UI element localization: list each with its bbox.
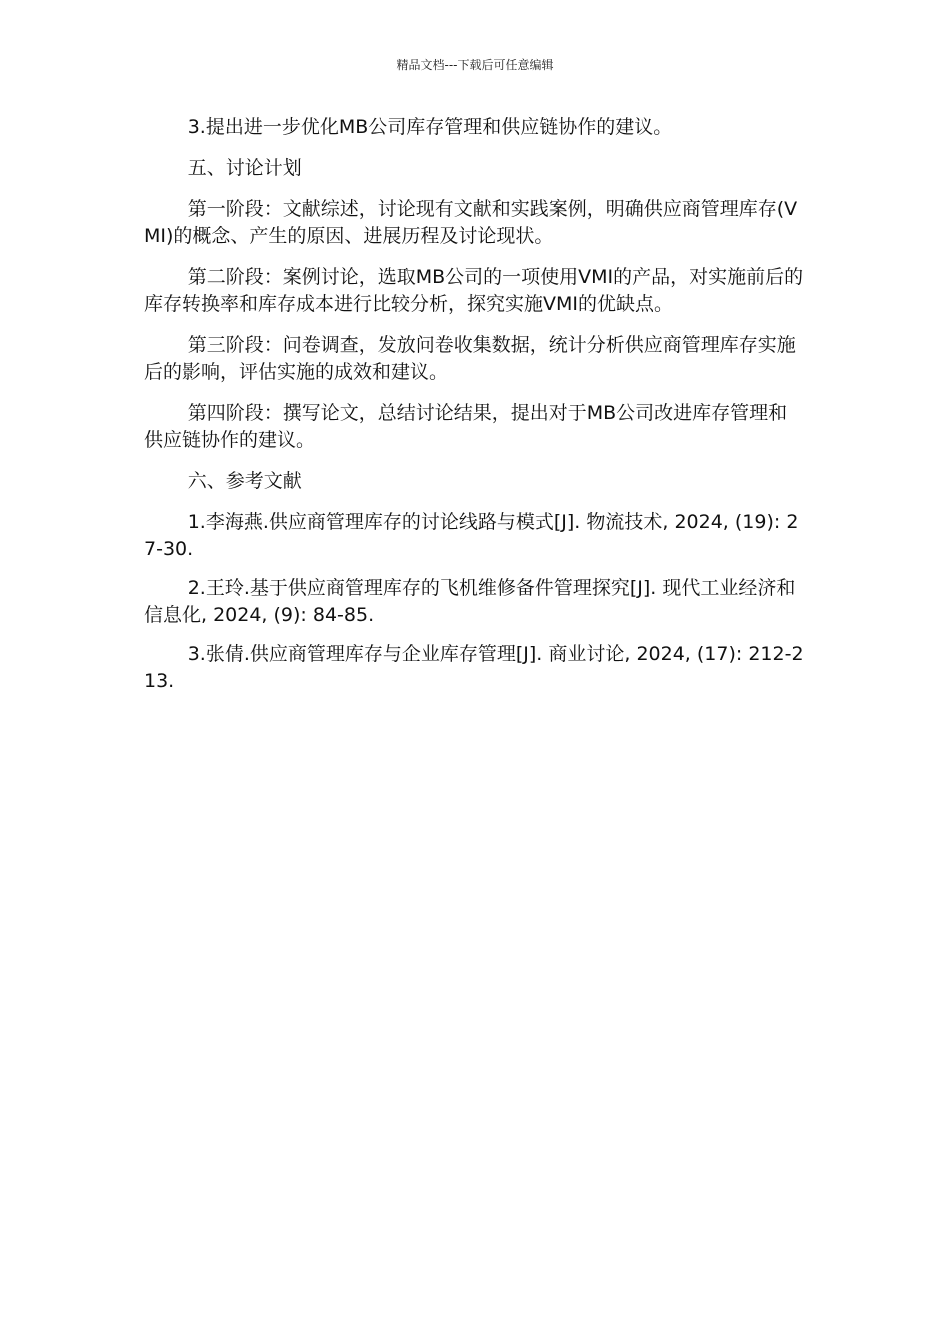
section-heading-plan: 五、讨论计划 [187, 157, 302, 179]
reference-item: 2.王玲.基于供应商管理库存的飞机维修备件管理探究[J]. 现代工业经济和信息化, 2024, (9): 84-85. [144, 577, 796, 626]
paragraph-stage-2: 第二阶段：案例讨论，选取MB公司的一项使用VMI的产品，对实施前后的库存转换率和库存成本进行比较分析，探究实施VMI的优缺点。 [144, 266, 804, 315]
paragraph-stage-1: 第一阶段：文献综述，讨论现有文献和实践案例，明确供应商管理库存(VMI)的概念、产生的原因、进展历程及讨论现状。 [144, 198, 798, 247]
page-header: 精品文档---下载后可任意编辑 [396, 58, 554, 72]
paragraph-stage-3: 第三阶段：问卷调查，发放问卷收集数据，统计分析供应商管理库存实施后的影响，评估实施的成效和建议。 [144, 334, 796, 383]
section-heading-references: 六、参考文献 [187, 470, 302, 492]
paragraph-stage-4: 第四阶段：撰写论文，总结讨论结果，提出对于MB公司改进库存管理和供应链协作的建议。 [144, 402, 788, 451]
reference-item: 3.张倩.供应商管理库存与企业库存管理[J]. 商业讨论, 2024, (17): 212-213. [144, 643, 804, 692]
reference-item: 1.李海燕.供应商管理库存的讨论线路与模式[J]. 物流技术, 2024, (19): 27-30. [144, 511, 799, 560]
document-body [144, 114, 804, 707]
list-item-suggestion: 3.提出进一步优化MB公司库存管理和供应链协作的建议。 [187, 116, 673, 138]
